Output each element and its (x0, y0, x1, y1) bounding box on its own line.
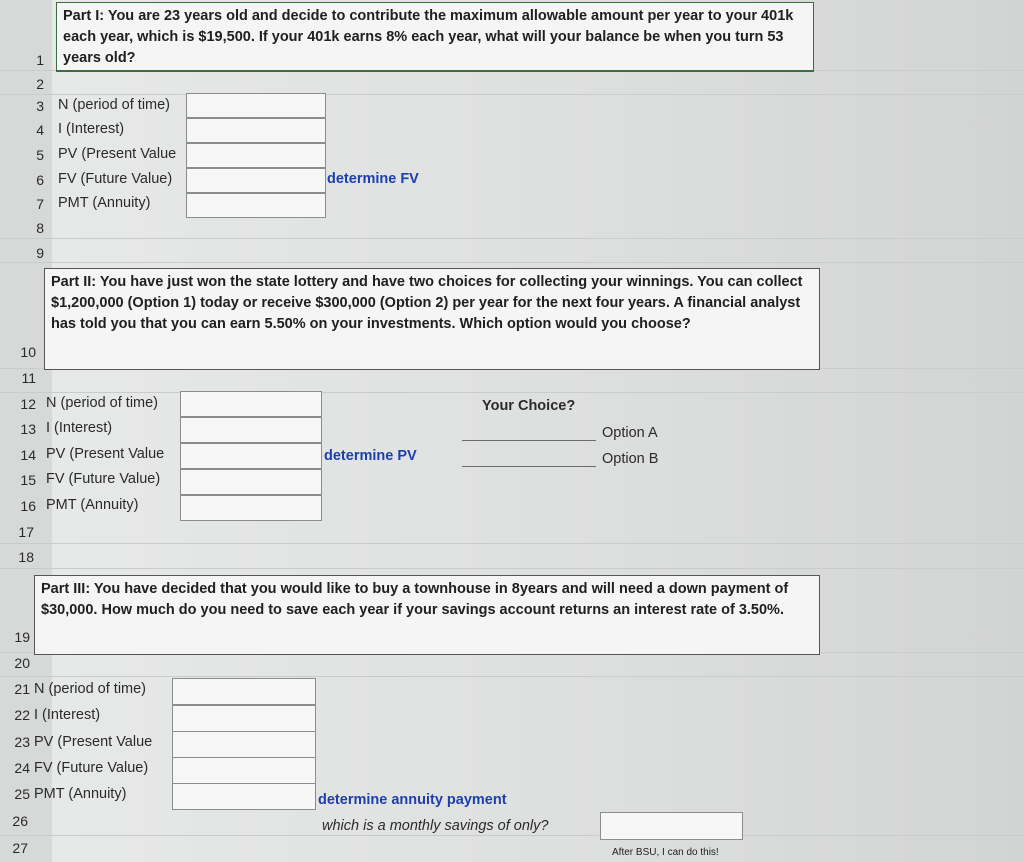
part2-input-pv[interactable] (180, 443, 322, 469)
gridline (0, 238, 1024, 239)
part2-label-pmt: PMT (Annuity) (46, 497, 139, 513)
gridline (0, 392, 1024, 393)
row-number[interactable]: 8 (36, 220, 44, 236)
row-number[interactable]: 1 (36, 52, 44, 68)
row-number[interactable]: 24 (14, 760, 30, 776)
part1-label-pv: PV (Present Value (58, 146, 177, 162)
row-number[interactable]: 21 (14, 681, 30, 697)
part2-question-text: Part II: You have just won the state lottery and have two choices for collecting your winnings. You can collect $1,200,000 (Option 1) today or receive $300,000 (Option 2) per year for the next four years. A financial analyst has told you that you can earn 5.50% on your investments. Which option would you choose? (51, 274, 803, 332)
row-number[interactable]: 7 (36, 196, 44, 212)
option-a-answer-line[interactable] (462, 440, 596, 441)
row-number[interactable]: 10 (20, 344, 36, 360)
row-number[interactable]: 17 (18, 524, 34, 540)
row-number[interactable]: 27 (12, 840, 28, 856)
option-b-answer-line[interactable] (462, 466, 596, 467)
part1-instruction: determine FV (327, 171, 419, 187)
part2-input-fv[interactable] (180, 469, 322, 495)
part1-input-pv[interactable] (186, 143, 326, 168)
row-number[interactable]: 4 (36, 122, 44, 138)
part2-input-pmt[interactable] (180, 495, 322, 521)
part3-label-pmt: PMT (Annuity) (34, 786, 127, 802)
part2-question[interactable] (44, 268, 820, 370)
monthly-savings-input[interactable] (600, 812, 743, 840)
part1-input-fv[interactable] (186, 168, 326, 193)
part3-instruction: determine annuity payment (318, 792, 507, 808)
option-a[interactable]: Option A (602, 425, 658, 441)
part2-label-n: N (period of time) (46, 395, 159, 411)
part1-input-i[interactable] (186, 118, 326, 143)
row-number[interactable]: 5 (36, 147, 44, 163)
row-number[interactable]: 18 (18, 549, 34, 565)
part2-label-pv: PV (Present Value (46, 446, 165, 462)
gridline (0, 262, 1024, 263)
row-number[interactable]: 16 (20, 498, 36, 514)
part3-label-pv: PV (Present Value (34, 734, 153, 750)
gridline (0, 94, 1024, 95)
part3-input-n[interactable] (172, 678, 316, 705)
part3-question-monthly: which is a monthly savings of only? (322, 818, 549, 834)
part3-input-i[interactable] (172, 705, 316, 732)
part3-question-text: Part III: You have decided that you would like to buy a townhouse in 8years and will need a down payment of $30,000. How much do you need to save each year if your savings account returns an interest rate of 3.50%. (41, 581, 789, 618)
part1-question[interactable] (56, 2, 814, 72)
row-number[interactable]: 22 (14, 707, 30, 723)
row-number[interactable]: 12 (20, 396, 36, 412)
row-number[interactable]: 11 (21, 370, 36, 386)
option-b[interactable]: Option B (602, 451, 659, 467)
row-number[interactable]: 3 (36, 98, 44, 114)
part3-label-i: I (Interest) (34, 707, 101, 723)
part2-input-i[interactable] (180, 417, 322, 443)
row-number[interactable]: 25 (14, 786, 30, 802)
part3-question[interactable] (34, 575, 820, 655)
row-number[interactable]: 2 (36, 76, 44, 92)
row-number[interactable]: 20 (14, 655, 30, 671)
part3-label-fv: FV (Future Value) (34, 760, 149, 776)
part2-input-n[interactable] (180, 391, 322, 417)
row-number[interactable]: 13 (20, 421, 36, 437)
gridline (0, 835, 1024, 836)
part3-input-pv[interactable] (172, 731, 316, 758)
part1-label-pmt: PMT (Annuity) (58, 195, 151, 211)
part1-label-n: N (period of time) (58, 97, 171, 113)
row-number[interactable]: 26 (12, 813, 28, 829)
gridline (0, 543, 1024, 544)
part3-label-n: N (period of time) (34, 681, 147, 697)
your-choice-label: Your Choice? (482, 398, 576, 414)
part2-label-fv: FV (Future Value) (46, 471, 161, 487)
part2-label-i: I (Interest) (46, 420, 113, 436)
part1-input-pmt[interactable] (186, 193, 326, 218)
gridline (0, 676, 1024, 677)
part1-input-n[interactable] (186, 93, 326, 118)
part3-input-fv[interactable] (172, 757, 316, 784)
row-number[interactable]: 23 (14, 734, 30, 750)
part1-question-text: Part I: You are 23 years old and decide to contribute the maximum allowable amount per year to your 401k each year, which is $19,500. If your 401k earns 8% each year, what will your balance be when you turn 53 years old? (63, 8, 794, 66)
part3-input-pmt[interactable] (172, 783, 316, 810)
row-number[interactable]: 15 (20, 472, 36, 488)
part2-instruction: determine PV (324, 448, 417, 464)
part1-label-fv: FV (Future Value) (58, 171, 173, 187)
row-number[interactable]: 19 (14, 629, 30, 645)
row-number[interactable]: 14 (20, 447, 36, 463)
row-number[interactable]: 6 (36, 172, 44, 188)
gridline (0, 568, 1024, 569)
row-number[interactable]: 9 (36, 245, 44, 261)
part1-label-i: I (Interest) (58, 121, 125, 137)
footer-note: After BSU, I can do this! (612, 847, 719, 858)
